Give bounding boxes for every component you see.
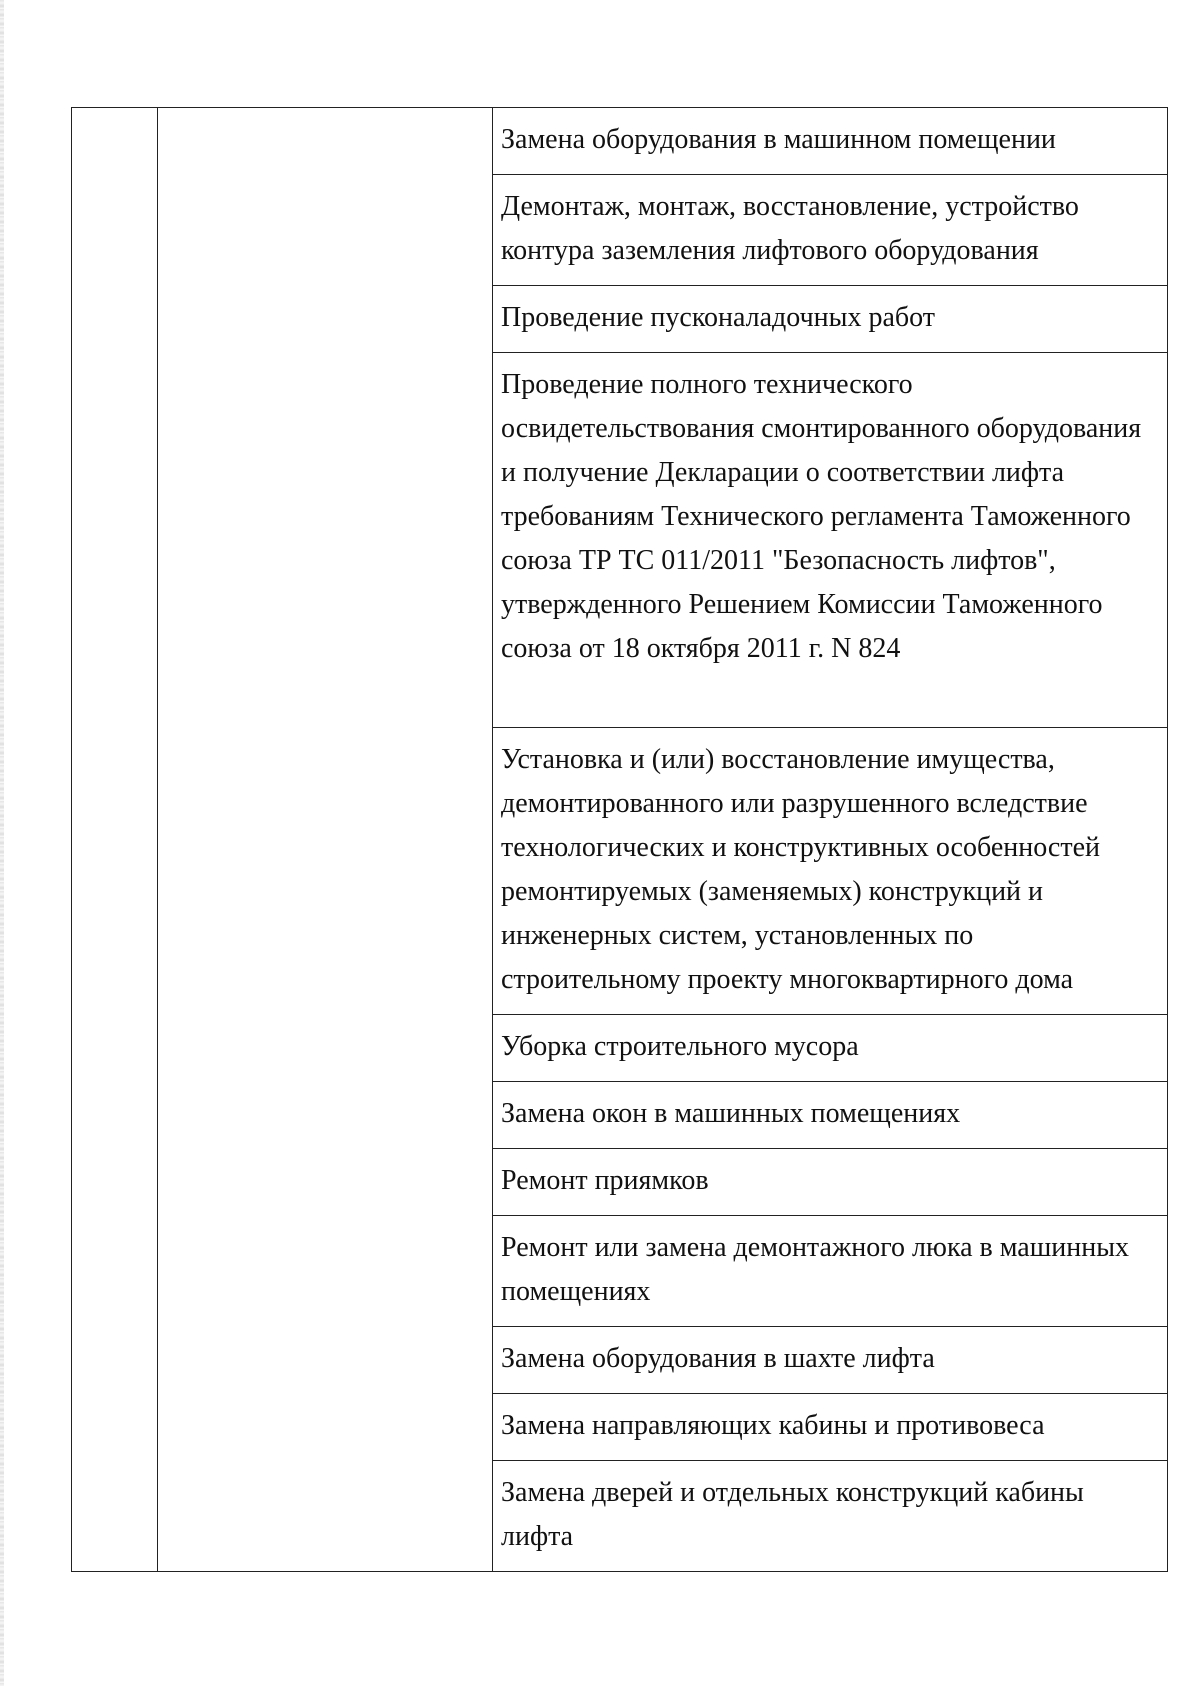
list-item: Замена окон в машинных помещениях bbox=[493, 1082, 1167, 1149]
works-table bbox=[71, 107, 1168, 1572]
list-item: Ремонт приямков bbox=[493, 1149, 1167, 1216]
list-item: Проведение пусконаладочных работ bbox=[493, 286, 1167, 353]
table-row bbox=[72, 108, 1168, 1572]
list-item: Установка и (или) восстановление имущества, демонтированного или разрушенного вследствие технологических и конструктивных особенностей ремонтируемых (заменяемых) конструкций и инженерных систем, установленных по строительному проекту многоквартирного дома bbox=[493, 728, 1167, 1015]
element-name-cell bbox=[158, 108, 493, 1572]
list-item: Проведение полного технического освидетельствования смонтированного оборудования и получение Декларации о соответствии лифта требованиям Технического регламента Таможенного союза ТР ТС 011/2011 "Безопасность лифтов", утвержденного Решением Комиссии Таможенного союза от 18 октября 2011 г. N 824 bbox=[493, 353, 1167, 728]
number-cell bbox=[72, 108, 158, 1572]
list-item: Замена оборудования в машинном помещении bbox=[493, 108, 1167, 175]
list-item: Замена оборудования в шахте лифта bbox=[493, 1327, 1167, 1394]
list-item: Уборка строительного мусора bbox=[493, 1015, 1167, 1082]
list-item: Замена направляющих кабины и противовеса bbox=[493, 1394, 1167, 1461]
list-item: Ремонт или замена демонтажного люка в машинных помещениях bbox=[493, 1216, 1167, 1327]
scan-edge-artifact bbox=[0, 0, 4, 1686]
list-item: Демонтаж, монтаж, восстановление, устройство контура заземления лифтового оборудования bbox=[493, 175, 1167, 286]
list-item: Замена дверей и отдельных конструкций кабины лифта bbox=[501, 1477, 1084, 1552]
works-list-cell bbox=[493, 108, 1168, 1572]
